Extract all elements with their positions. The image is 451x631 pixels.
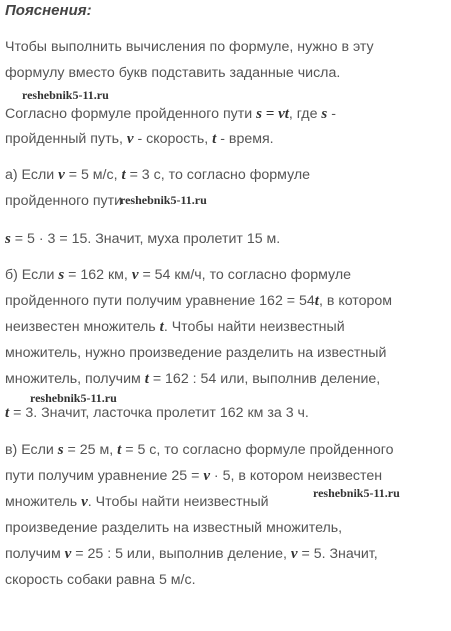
text: . Чтобы найти неизвестный: [163, 319, 345, 335]
text: Согласно формуле пройденного пути: [5, 106, 257, 122]
var-vt: vt: [278, 106, 289, 122]
text: -: [327, 106, 336, 122]
var-s: s: [321, 106, 328, 122]
var-v: v: [64, 546, 72, 562]
text: пути получим уравнение 25 =: [5, 468, 204, 484]
text: = 3 с, то согласно формуле: [125, 167, 311, 183]
b-line-5: [5, 370, 380, 388]
var-t: t: [121, 167, 126, 183]
c-line-3: [5, 493, 269, 511]
var-s: s: [57, 442, 64, 458]
text: = 25 м,: [63, 442, 118, 458]
watermark: reshebnik5-11.ru: [22, 88, 109, 102]
text: пройденного пути получим уравнение 162 = 54: [5, 293, 315, 309]
text: - скорость,: [133, 131, 213, 147]
c-line-6: скорость собаки равна 5 м/с.: [5, 572, 196, 588]
text: = 5. Значит,: [297, 546, 378, 562]
a-line-2: пройденного пути: [5, 193, 123, 209]
text: множитель: [5, 494, 82, 510]
b-line-2: [5, 292, 392, 310]
text: · 5, в котором неизвестен: [209, 468, 383, 484]
text: = 3. Значит, ласточка пролетит 162 км за 3 ч.: [9, 405, 309, 421]
text: получим: [5, 546, 65, 562]
a-line-1: [5, 166, 310, 184]
text: = 162 : 54 или, выполнив деление,: [148, 371, 381, 387]
text: а) Если: [5, 167, 59, 183]
var-t: t: [159, 319, 164, 335]
var-v: v: [290, 546, 298, 562]
text: = 162 км,: [64, 267, 132, 283]
intro-line-1: Чтобы выполнить вычисления по формуле, нужно в эту: [5, 39, 374, 55]
watermark: reshebnik5-11.ru: [30, 391, 117, 405]
var-s: s: [256, 106, 262, 122]
var-v: v: [131, 267, 139, 283]
formula-line-1: [5, 105, 336, 123]
var-t: t: [314, 293, 319, 309]
text: = 5 м/с,: [64, 167, 122, 183]
watermark: reshebnik5-11.ru: [313, 486, 400, 500]
var-s: s: [5, 231, 11, 247]
eq: =: [262, 106, 279, 122]
c-line-1: [5, 441, 394, 459]
b-line-4: множитель, нужно произведение разделить на известный: [5, 345, 387, 361]
text: пройденный путь,: [5, 131, 127, 147]
intro-line-2: формулу вместо букв подставить заданные числа.: [5, 65, 341, 81]
text: , в котором: [318, 293, 393, 309]
c-line-2: [5, 467, 382, 485]
text: неизвестен множитель: [5, 319, 160, 335]
text: в) Если: [5, 442, 58, 458]
var-t: t: [144, 371, 149, 387]
text: = 5 с, то согласно формуле пройденного: [121, 442, 394, 458]
c-line-5: [5, 545, 378, 563]
text: , где: [288, 106, 322, 122]
var-s: s: [58, 267, 65, 283]
text: б) Если: [5, 267, 59, 283]
text: = 5 · 3 = 15. Значит, муха пролетит 15 м.: [10, 231, 281, 247]
watermark: reshebnik5-11.ru: [120, 193, 207, 207]
var-v: v: [58, 167, 65, 183]
b-line-3: [5, 318, 345, 336]
b-line-6: [5, 404, 309, 422]
text: - время.: [216, 131, 274, 147]
text: = 25 : 5 или, выполнив деление,: [71, 546, 291, 562]
c-line-4: произведение разделить на известный множитель,: [5, 520, 343, 536]
var-t: t: [5, 405, 10, 421]
var-v: v: [81, 494, 88, 510]
var-t: t: [117, 442, 122, 458]
b-line-1: [5, 266, 351, 284]
text: . Чтобы найти неизвестный: [87, 494, 269, 510]
var-t: t: [212, 131, 217, 147]
a-line-3: [5, 230, 280, 248]
var-v: v: [126, 131, 134, 147]
page-title: Пояснения:: [5, 2, 92, 19]
text: множитель, получим: [5, 371, 145, 387]
formula-line-2: [5, 130, 274, 148]
var-v: v: [203, 468, 210, 484]
text: = 54 км/ч, то согласно формуле: [138, 267, 351, 283]
